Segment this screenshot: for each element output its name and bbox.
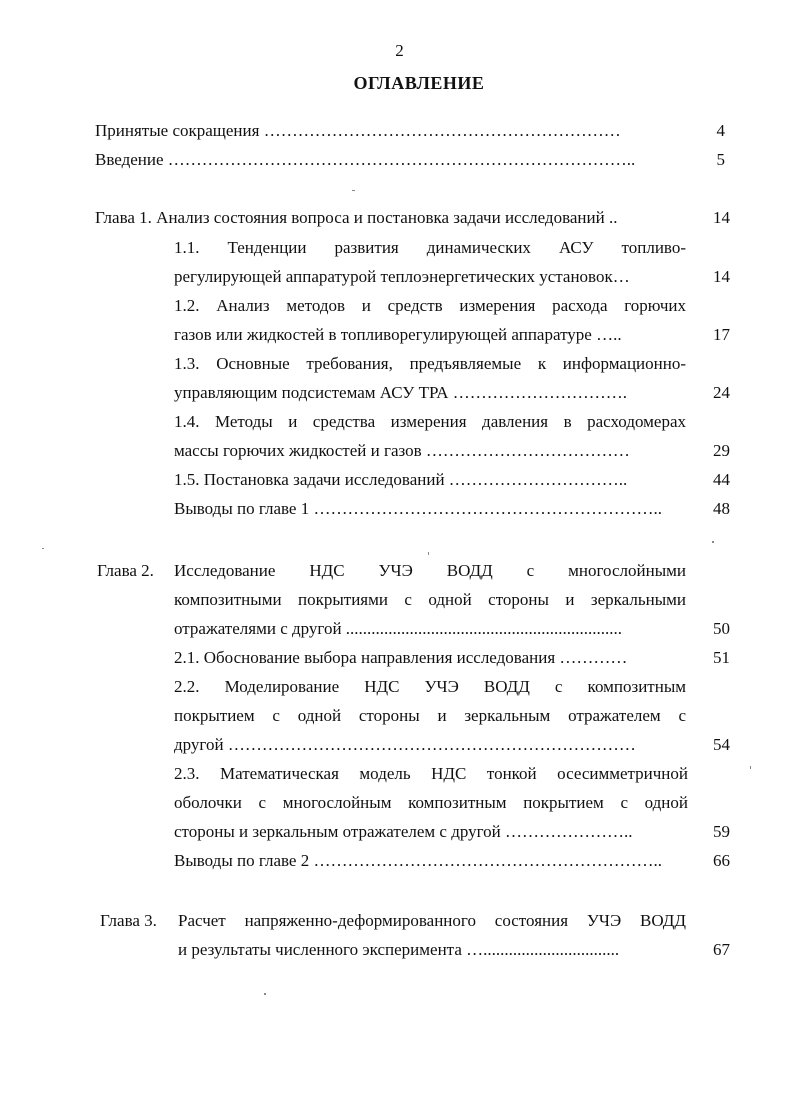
toc-page-number: 4	[716, 121, 725, 140]
toc-section-2-1: 2.1. Обоснование выбора направления исследования …………	[174, 648, 628, 667]
toc-chapter-2-heading-cont: композитными покрытиями с одной стороны и зеркальными	[174, 590, 686, 609]
toc-entry-abbreviations: Принятые сокращения ………………………………………………………	[95, 121, 621, 140]
scan-speck	[428, 552, 429, 555]
page-number: 2	[395, 41, 404, 60]
toc-page-number: 29	[713, 441, 730, 460]
toc-section-2-3: 2.3. Математическая модель НДС тонкой осесимметричной	[174, 764, 688, 783]
toc-section-1-4: 1.4. Методы и средства измерения давления в расходомерах	[174, 412, 686, 431]
toc-page-number: 5	[716, 150, 725, 169]
toc-section-2-2-cont: покрытием с одной стороны и зеркальным отражателем с	[174, 706, 686, 725]
toc-page-number: 48	[713, 499, 730, 518]
toc-section-1-1-cont: регулирующей аппаратурой теплоэнергетических установок…	[174, 267, 630, 286]
toc-section-1-2-cont: газов или жидкостей в топливорегулирующей аппаратуре …..	[174, 325, 622, 344]
toc-conclusions-2: Выводы по главе 2 ……………………………………………………..	[174, 851, 662, 870]
toc-section-1-3-cont: управляющим подсистемам АСУ ТРА ………………………….	[174, 383, 628, 402]
toc-section-2-3-cont: оболочки с многослойным композитным покрытием с одной	[174, 793, 688, 812]
scan-speck	[264, 993, 266, 995]
toc-section-2-3-end: стороны и зеркальным отражателем с другой …………………..	[174, 822, 633, 841]
toc-chapter-2-heading-end: отражателями с другой .................................................................	[174, 619, 623, 638]
toc-chapter-3-label: Глава 3.	[100, 911, 157, 930]
toc-section-1-3: 1.3. Основные требования, предъявляемые к информационно-	[174, 354, 686, 373]
toc-page-number: 17	[713, 325, 730, 344]
toc-page-number: 59	[713, 822, 730, 841]
toc-page-number: 51	[713, 648, 730, 667]
toc-page-number: 14	[713, 208, 730, 227]
scan-speck	[750, 766, 751, 769]
toc-page-number: 50	[713, 619, 730, 638]
toc-entry-introduction: Введение ………………………………………………………………………..	[95, 150, 636, 169]
page-title: ОГЛАВЛЕНИЕ	[353, 73, 485, 93]
toc-chapter-2-heading: Исследование НДС УЧЭ ВОДД с многослойными	[174, 561, 686, 580]
scan-speck	[352, 190, 355, 191]
toc-section-1-1: 1.1. Тенденции развития динамических АСУ топливо-	[174, 238, 686, 257]
scan-speck	[42, 548, 44, 549]
toc-section-2-2: 2.2. Моделирование НДС УЧЭ ВОДД с композитным	[174, 677, 686, 696]
toc-page-number: 24	[713, 383, 730, 402]
toc-page-number: 66	[713, 851, 730, 870]
scan-speck	[712, 541, 714, 543]
toc-section-1-5: 1.5. Постановка задачи исследований …………………………..	[174, 470, 628, 489]
toc-page-number: 14	[713, 267, 730, 286]
toc-page-number: 67	[713, 940, 730, 959]
toc-section-1-2: 1.2. Анализ методов и средств измерения расхода горючих	[174, 296, 686, 315]
toc-conclusions-1: Выводы по главе 1 ……………………………………………………..	[174, 499, 662, 518]
toc-page-number: 44	[713, 470, 730, 489]
toc-page-number: 54	[713, 735, 730, 754]
toc-section-1-4-cont: массы горючих жидкостей и газов ………………………………	[174, 441, 630, 460]
toc-section-2-2-end: другой ………………………………………………………………	[174, 735, 636, 754]
toc-chapter-2-label: Глава 2.	[97, 561, 154, 580]
toc-chapter-3-heading: Расчет напряженно-деформированного состояния УЧЭ ВОДД	[178, 911, 686, 930]
toc-chapter-3-heading-cont: и результаты численного эксперимента …................................	[178, 940, 620, 959]
toc-chapter-1-heading: Глава 1. Анализ состояния вопроса и постановка задачи исследований ..	[95, 208, 618, 227]
